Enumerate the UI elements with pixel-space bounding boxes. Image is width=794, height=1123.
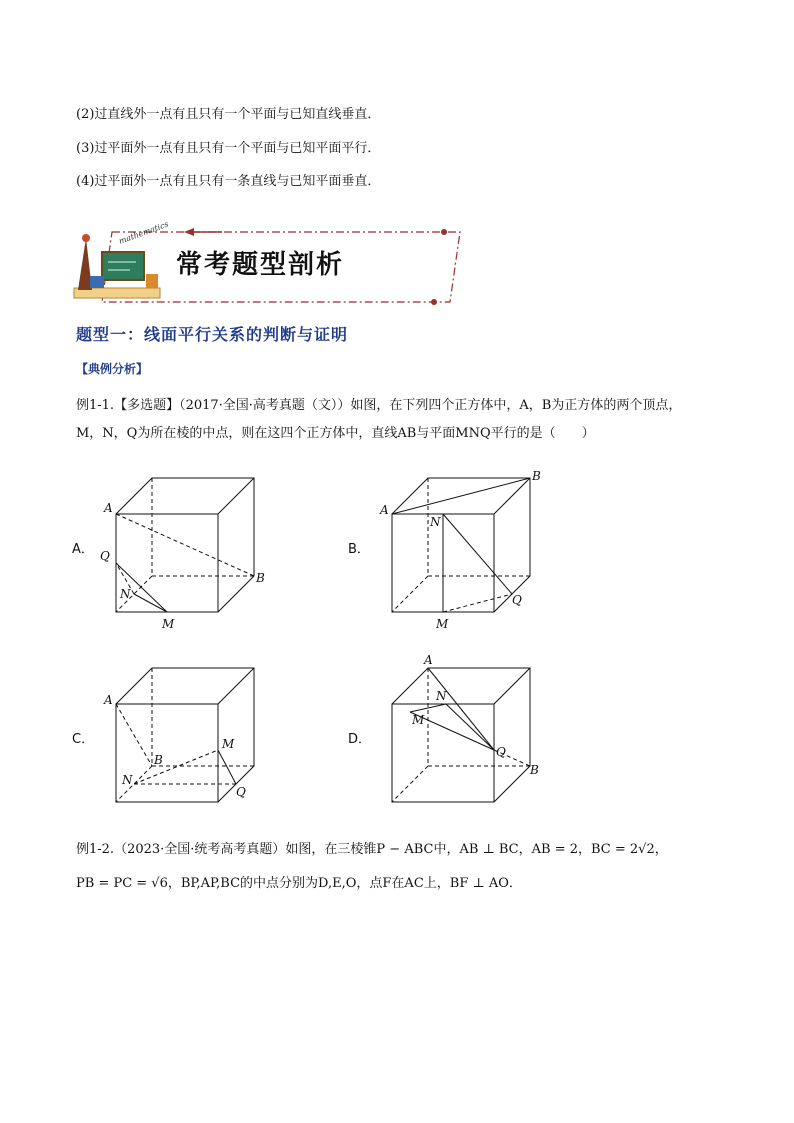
cube-figure-d (374, 652, 554, 822)
svg-text:Q: Q (512, 593, 522, 607)
option-b-label: B． (348, 542, 370, 557)
svg-text:Q: Q (496, 745, 506, 759)
example-2-line-1: 例1-2.（2023·全国·统考高考真题）如图，在三棱锥P − ABC中，AB ⊥ BC，AB = 2，BC = 2√2， (76, 842, 668, 857)
example-2-line-2: PB = PC = √6，BP,AP,BC的中点分别为D,E,O，点F在AC上，BF ⊥ AO． (76, 876, 522, 891)
svg-text:B: B (154, 753, 163, 767)
banner-title: 常考题型剖析 (176, 250, 345, 280)
svg-text:B: B (256, 571, 265, 585)
svg-text:N: N (436, 689, 447, 703)
svg-text:A: A (104, 501, 113, 515)
math-logo-icon (74, 220, 170, 298)
svg-text:N: N (430, 515, 441, 529)
option-c-label: C． (72, 732, 95, 747)
svg-text:M: M (436, 617, 449, 631)
svg-text:A: A (104, 693, 113, 707)
svg-text:A: A (380, 503, 389, 517)
cube-figure-a (98, 462, 278, 632)
cube-figure-b (374, 462, 554, 632)
svg-text:N: N (122, 773, 133, 787)
section-title: 题型一：线面平行关系的判断与证明 (76, 325, 349, 344)
svg-text:Q: Q (236, 785, 246, 799)
svg-text:M: M (412, 713, 425, 727)
option-a-label: A． (72, 542, 94, 557)
svg-text:Q: Q (100, 549, 110, 563)
svg-text:A: A (424, 653, 433, 667)
intro-line-3: (3)过平面外一点有且只有一个平面与已知平面平行． (76, 141, 381, 156)
svg-text:B: B (530, 763, 539, 777)
svg-text:N: N (120, 587, 131, 601)
cube-figure-c (98, 652, 278, 822)
intro-line-4: (4)过平面外一点有且只有一条直线与已知平面垂直． (76, 174, 381, 189)
option-d-label: D． (348, 732, 372, 747)
example-1-line-1: 例1-1.【多选题】（2017·全国·高考真题（文））如图，在下列四个正方体中，A，B为正方体的两个顶点， (76, 398, 682, 413)
section-banner (72, 218, 462, 308)
svg-text:M: M (162, 617, 175, 631)
example-1-line-2: M，N，Q为所在棱的中点，则在这四个正方体中，直线AB与平面MNQ平行的是（ ） (76, 426, 595, 441)
svg-text:M: M (222, 737, 235, 751)
intro-line-2: (2)过直线外一点有且只有一个平面与已知直线垂直． (76, 107, 381, 122)
svg-text:mathematics: mathematics (117, 219, 170, 246)
subsection-title: 【典例分析】 (76, 362, 149, 376)
svg-text:B: B (532, 469, 541, 483)
